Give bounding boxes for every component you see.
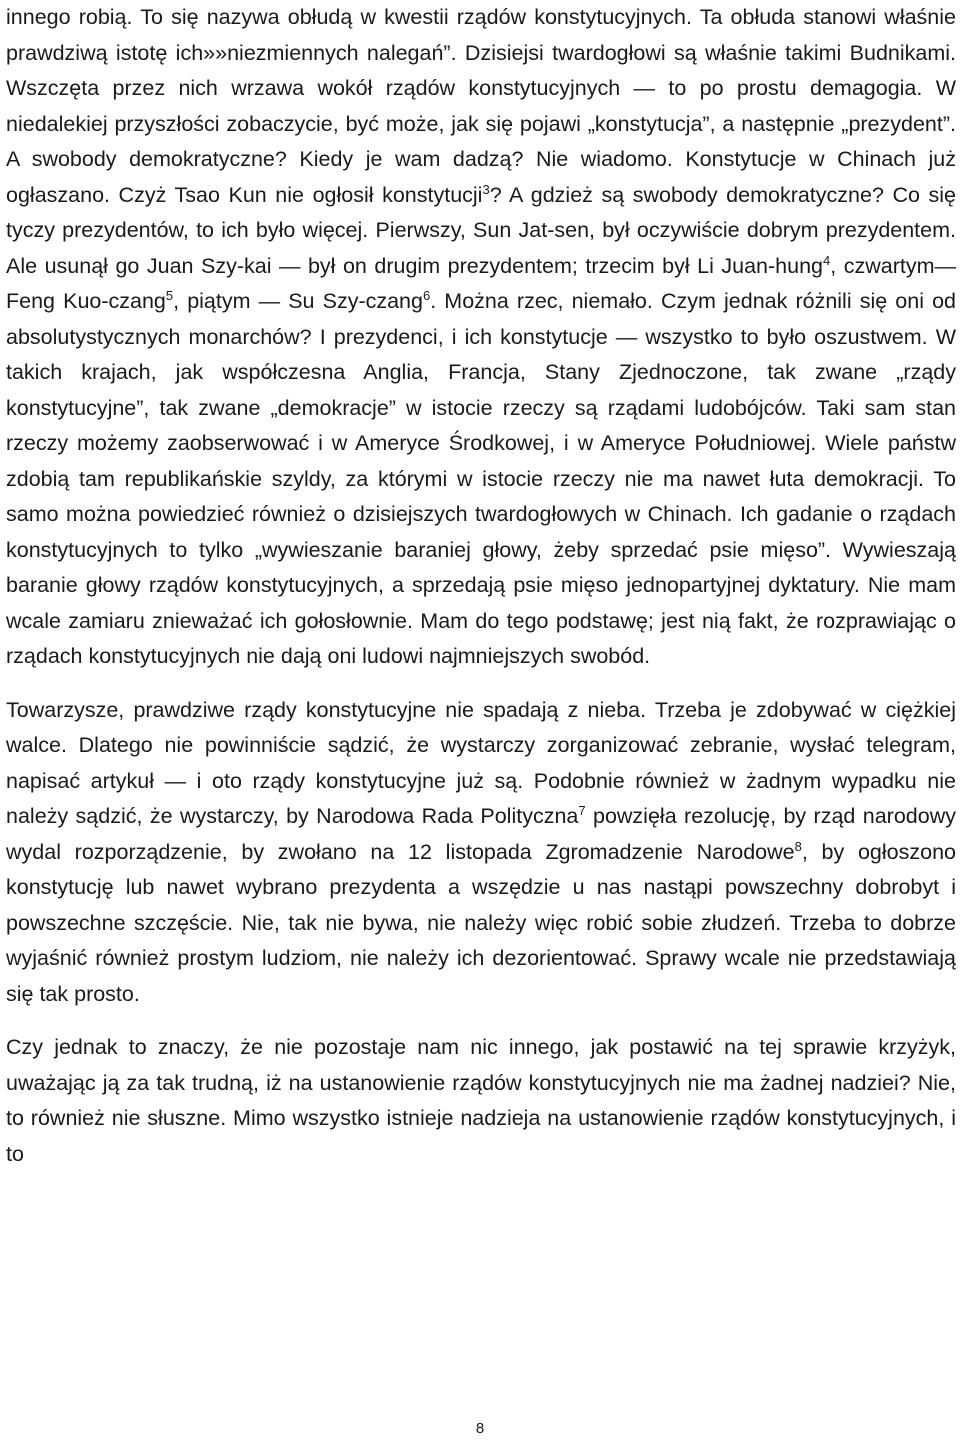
footnote-marker: 4	[823, 252, 831, 268]
footnote-marker: 6	[422, 287, 431, 303]
paragraph: Czy jednak to znaczy, że nie pozostaje nam nic innego, jak postawić na tej sprawie krzyżyk, uważając ją za tak trudną, iż na ustanowienie rządów konstytucyjnych nie ma żadnej nadziei? Nie, to również nie słuszne. Mimo wszystko istnieje nadzieja na ustanowienie rządów konstytucyjnych, i to	[6, 1035, 956, 1166]
paragraph: innego robią. To się nazywa obłudą w kwestii rządów konstytucyjnych. Ta obłuda stanowi właśnie prawdziwą istotę ich»»niezmiennych nalegań”. Dzisiejsi twardogłowi są właśnie takimi Budnikami. Wszczęta przez nich wrzawa wokół rządów konstytucyjnych — to po prostu demagogia. W niedalekiej przyszłości zobaczycie, być może, jak się pojawi „konstytucja”, a następnie „prezydent”. A swobody demokratyczne? Kiedy je wam dadzą? Nie wiadomo. Konstytucje w Chinach już ogłaszano. Czyż Tsao Kun nie ogłosił konstytucji$^3$? A gdzież są swobody demokratyczne? Co się tyczy prezydentów, to ich było więcej. Pierwszy, Sun Jat-sen, był oczywiście dobrym prezydentem. Ale usunął go Juan Szy-kai — był on drugim prezydentem; trzecim był Li Juan-hung$^4$, czwartym— Feng Kuo-czang$^5$, piątym — Su Szy-czang$^6$. Można rzec, niemało. Czym jednak różnili się oni od absolutystycznych monarchów? I prezydenci, i ich konstytucje — wszystko to było oszustwem. W takich krajach, jak współczesna Anglia, Francja, Stany Zjednoczone, tak zwane „rządy konstytucyjne”, tak zwane „demokracje” w istocie rzeczy są rządami ludobójców. Taki sam stan rzeczy możemy zaobserwować i w Ameryce Środkowej, i w Ameryce Południowej. Wiele państw zdobią tam republikańskie szyldy, za którymi w istocie rzeczy nie ma nawet łuta demokracji. To samo można powiedzieć również o dzisiejszych twardogłowych w Chinach. Ich gadanie o rządach konstytucyjnych to tylko „wywieszanie baraniej głowy, żeby sprzedać psie mięso”. Wywieszają baranie głowy rządów konstytucyjnych, a sprzedają psie mięso jednopartyjnej dyktatury. Nie mam wcale zamiaru znieważać ich gołosłownie. Mam do tego podstawę; jest nią fakt, że rozprawiając o rządach konstytucyjnych nie dają oni ludowi najmniejszych swobód.	[6, 5, 957, 668]
footnote-marker: 8	[794, 838, 802, 854]
paragraph: Towarzysze, prawdziwe rządy konstytucyjne nie spadają z nieba. Trzeba je zdobywać w ciężkiej walce. Dlatego nie powinniście sądzić, że wystarczy zorganizować zebranie, wysłać telegram, napisać artykuł — i oto rządy konstytucyjne już są. Podobnie również w żadnym wypadku nie należy sądzić, że wystarczy, by Narodowa Rada Polityczna$^7$ powzięła rezolucję, by rząd narodowy wydal rozporządzenie, by zwołano na 12 listopada Zgromadzenie Narodowe$^8$, by ogłoszono konstytucję lub nawet wybrano prezydenta a wszędzie u nas nastąpi powszechny dobrobyt i powszechne szczęście. Nie, tak nie bywa, nie należy więc robić sobie złudzeń. Trzeba to dobrze wyjaśnić również prostym ludziom, nie należy ich dezorientować. Sprawy wcale nie przedstawiają się tak prosto.	[6, 697, 956, 1006]
footnote-marker: 7	[578, 802, 586, 818]
page-number: 8	[475, 1420, 485, 1437]
document-page	[6, 0, 956, 1172]
footnote-marker: 3	[482, 181, 490, 197]
footnote-marker: 5	[165, 287, 174, 303]
